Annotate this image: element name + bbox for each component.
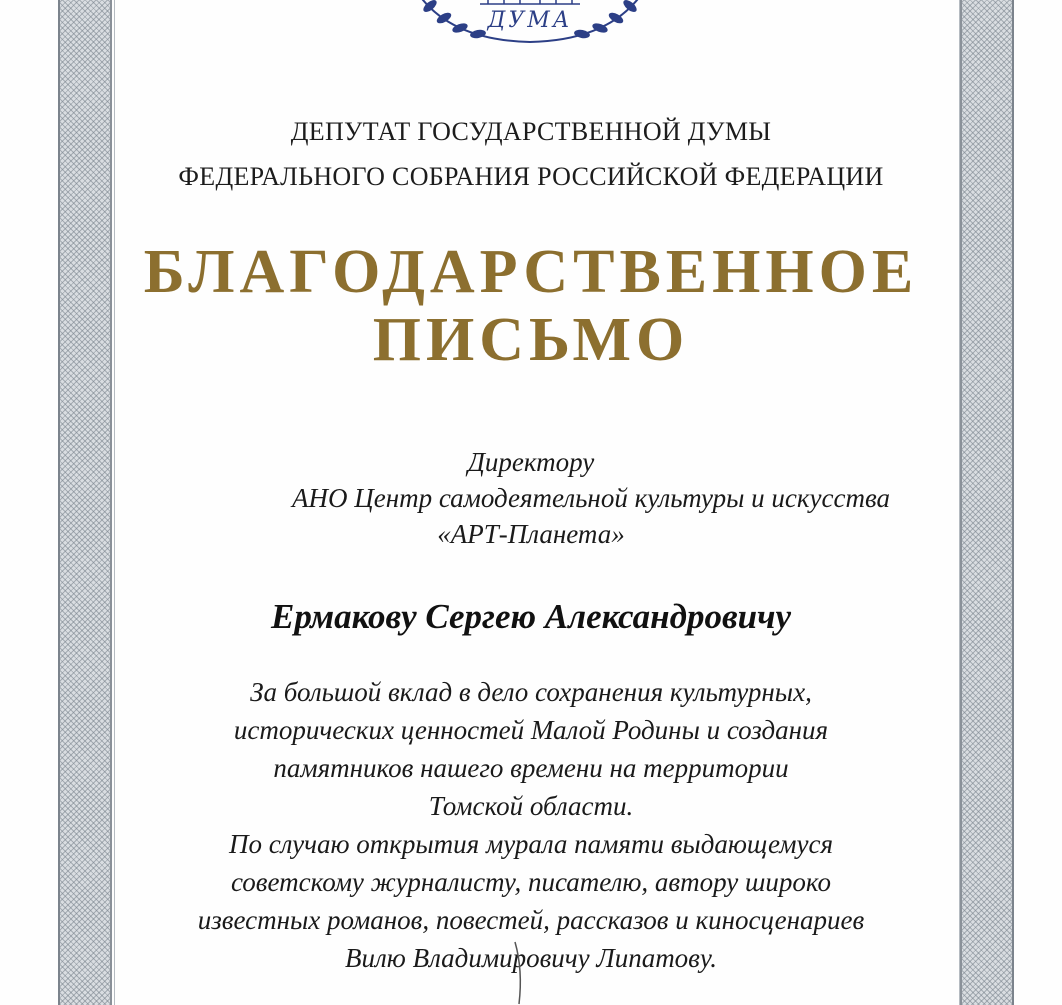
header-line-1: ДЕПУТАТ ГОСУДАРСТВЕННОЙ ДУМЫ xyxy=(290,117,772,146)
emblem-label: ДУМА xyxy=(487,8,573,33)
body-line-6: советскому журналисту, писателю, автору широко xyxy=(230,867,832,897)
recipient-position: Директору xyxy=(467,447,595,477)
body-line-4: Томской области. xyxy=(428,791,634,821)
recipient-organization: АНО Центр самодеятельной культуры и искусства xyxy=(292,483,890,513)
body-line-1: За большой вклад в дело сохранения культурных, xyxy=(250,677,812,707)
duma-emblem xyxy=(380,0,680,50)
left-border-line xyxy=(114,0,115,1005)
title-line-1: БЛАГОДАРСТВЕННОЕ xyxy=(143,238,919,306)
left-decorative-border xyxy=(58,0,112,1005)
body-line-3: памятников нашего времени на территории xyxy=(273,753,789,783)
signature-stroke-icon xyxy=(505,940,545,1005)
body-line-5: По случаю открытия мурала памяти выдающемуся xyxy=(228,829,834,859)
body-line-7: известных романов, повестей, рассказов и киносценариев xyxy=(197,905,865,935)
recipient-name: Ермакову Сергею Александровичу xyxy=(271,597,791,636)
recipient-organization-name: «АРТ-Планета» xyxy=(437,519,625,549)
body-line-8: Вилю Владимировичу Липатову. xyxy=(345,943,717,973)
body-line-2: исторических ценностей Малой Родины и создания xyxy=(233,715,829,745)
header-line-2: ФЕДЕРАЛЬНОГО СОБРАНИЯ РОССИЙСКОЙ ФЕДЕРАЦИИ xyxy=(178,162,884,191)
title-line-2: ПИСЬМО xyxy=(372,306,690,374)
